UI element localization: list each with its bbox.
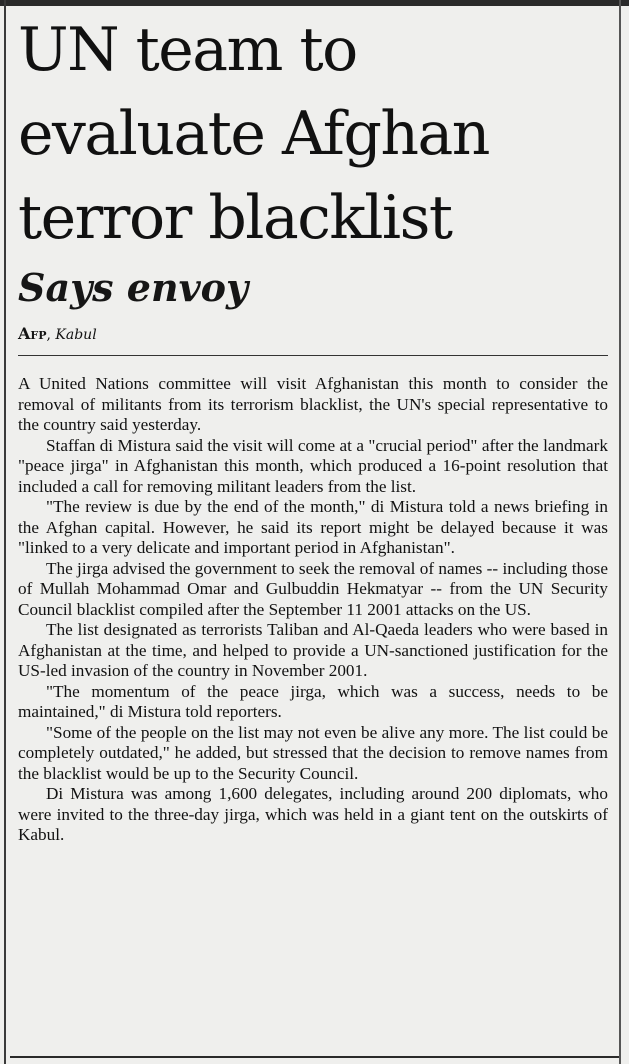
headline: UN team to evaluate Afghan terror blacklist (18, 15, 489, 253)
paragraph: A United Nations committee will visit Afghanistan this month to consider the removal of militants from its terrorism blacklist, the UN's special representative to the country said yesterday. (18, 374, 608, 434)
paragraph: "The momentum of the peace jirga, which was a success, needs to be maintained," di Mistura told reporters. (18, 681, 608, 721)
paragraph: The jirga advised the government to seek the removal of names -- including those of Mullah Mohammad Omar and Gulbuddin Hekmatyar -- from the UN Security Council blacklist compiled after the September 11 2001 attacks on the US. (18, 558, 608, 619)
paragraph: Staffan di Mistura said the visit will come at a "crucial period" after the landmark "peace jirga" in Afghanistan this month, which produced a 16-point resolution that included a call for removing militant leaders from the list. (18, 435, 608, 496)
paragraph: Di Mistura was among 1,600 delegates, including around 200 diplomats, who were invited to the three-day jirga, which was held in a giant tent on the outskirts of Kabul. (18, 784, 608, 844)
paragraph: "Some of the people on the list may not even be alive any more. The list could be completely outdated," he added, but stressed that the decision to remove names from the blacklist would be up to the Security Council. (18, 722, 608, 783)
news-article (18, 8, 608, 846)
subheadline: Says envoy (18, 265, 249, 310)
news-agency: Afp (18, 324, 47, 343)
bottom-border-rule (10, 1056, 619, 1058)
byline-separator: , (46, 327, 51, 343)
paragraph: The list designated as terrorists Taliban and Al-Qaeda leaders who were based in Afghanistan at the time, and helped to provide a UN-sanctioned justification for the US-led invasion of the country in November 2001. (18, 620, 608, 680)
left-column-rule (4, 0, 6, 1064)
right-column-rule (619, 0, 621, 1064)
article-body (18, 374, 608, 846)
paragraph: "The review is due by the end of the month," di Mistura told a news briefing in the Afghan capital. However, he said its report might be delayed because it was "linked to a very delicate and important period in Afghanistan". (18, 497, 608, 557)
byline (18, 324, 608, 356)
top-border-rule (0, 0, 629, 6)
dateline-location: Kabul (55, 327, 97, 343)
